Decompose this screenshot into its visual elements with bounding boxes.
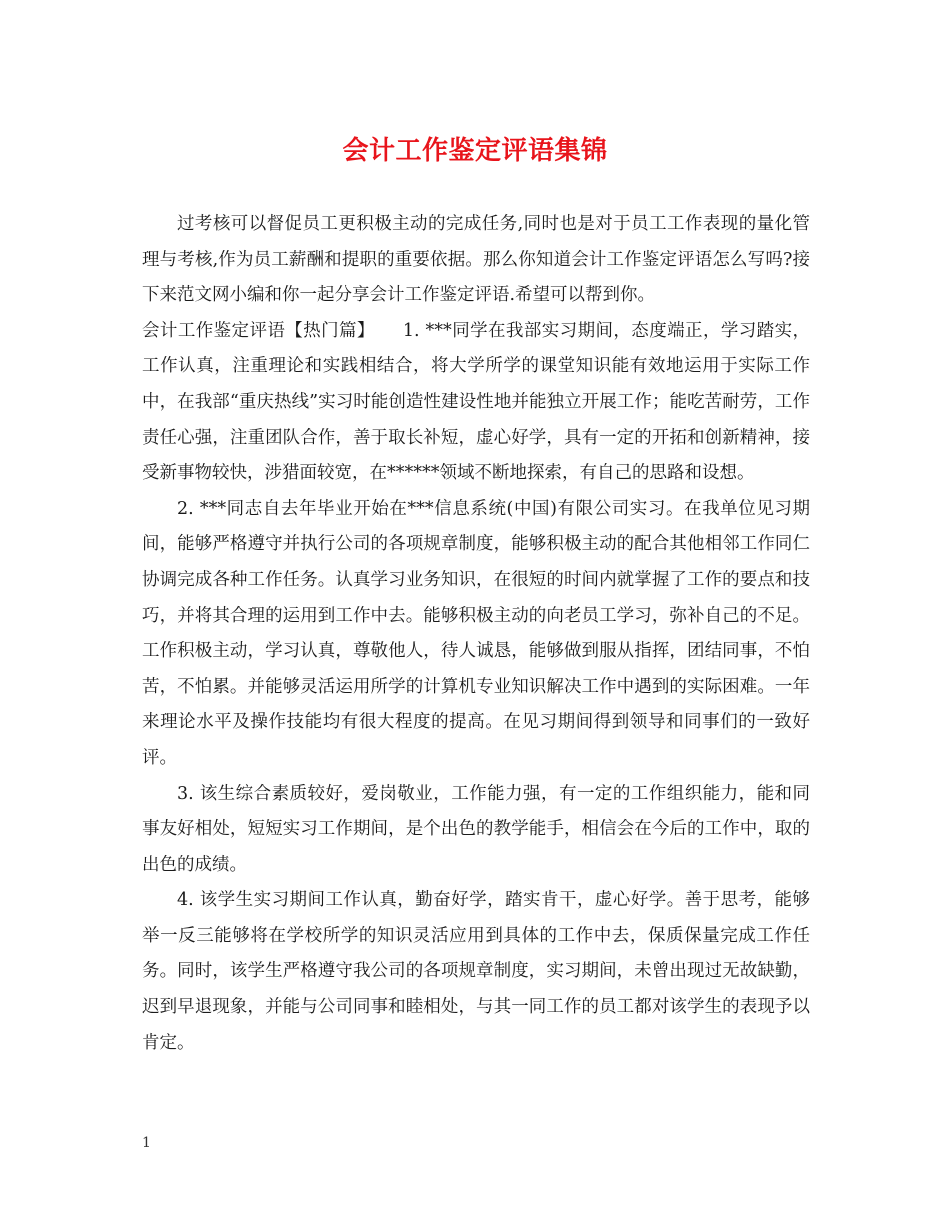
item-3: 3. 该生综合素质较好，爱岗敬业，工作能力强，有一定的工作组织能力，能和同事友好相处，短短实习工作期间，是个出色的教学能手，相信会在今后的工作中，取的出色的成绩。	[142, 783, 810, 875]
document-title: 会计工作鉴定评语集锦	[342, 136, 608, 166]
page-number: 1	[142, 1135, 151, 1151]
section-first-line	[142, 314, 810, 492]
item-1: 1. ***同学在我部实习期间，态度端正，学习踏实，工作认真，注重理论和实践相结合，将大学所学的课堂知识能有效地运用于实际工作中，在我部“重庆热线”实习时能创造性建设性地并能独立开展工作；能吃苦耐劳，工作责任心强，注重团队合作，善于取长补短，虚心好学，具有一定的开拓和创新精神，接受新事物较快，涉猎面较宽，在******领域不断地探索，有自己的思路和设想。	[142, 320, 811, 484]
document-body	[142, 207, 810, 1061]
intro-paragraph: 过考核可以督促员工更积极主动的完成任务,同时也是对于员工工作表现的量化管理与考核,作为员工薪酬和提职的重要依据。那么你知道会计工作鉴定评语怎么写吗?接下来范文网小编和你一起分享会计工作鉴定评语.希望可以帮到你。	[142, 214, 810, 306]
item-2: 2. ***同志自去年毕业开始在***信息系统(中国)有限公司实习。在我单位见习期间，能够严格遵守并执行公司的各项规章制度，能够积极主动的配合其他相邻工作同仁协调完成各种工作任务。认真学习业务知识，在很短的时间内就掌握了工作的要点和技巧，并将其合理的运用到工作中去。能够积极主动的向老员工学习，弥补自己的不足。工作积极主动，学习认真，尊敬他人，待人诚恳，能够做到服从指挥，团结同事，不怕苦，不怕累。并能够灵活运用所学的计算机专业知识解决工作中遇到的实际困难。一年来理论水平及操作技能均有很大程度的提高。在见习期间得到领导和同事们的一致好评。	[142, 498, 810, 768]
item-4: 4. 该学生实习期间工作认真，勤奋好学，踏实肯干，虚心好学。善于思考，能够举一反三能够将在学校所学的知识灵活应用到具体的工作中去，保质保量完成工作任务。同时，该学生严格遵守我公司的各项规章制度，实习期间，未曾出现过无故缺勤，迟到早退现象，并能与公司同事和睦相处，与其一同工作的员工都对该学生的表现予以肯定。	[142, 890, 810, 1053]
section-heading: 会计工作鉴定评语【热门篇】	[142, 320, 375, 341]
